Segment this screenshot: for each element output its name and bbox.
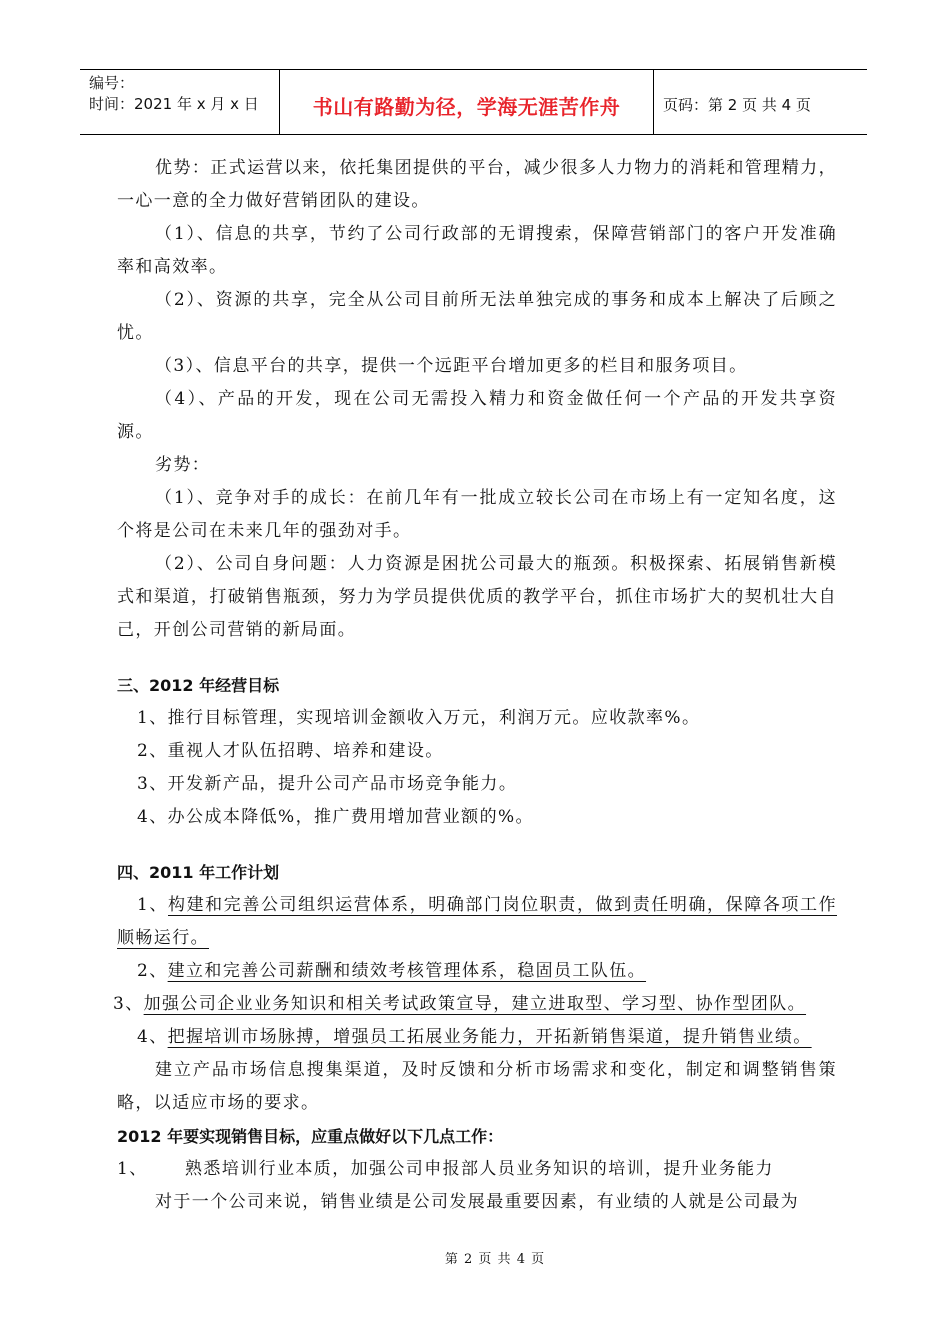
advantage-item-1: （1）、信息的共享，节约了公司行政部的无谓搜索，保障营销部门的客户开发准确率和高效率。 <box>117 224 837 277</box>
item-number: 3、 <box>113 994 144 1014</box>
section-4-item-4 <box>117 1021 837 1054</box>
advantage-item-3: （3）、信息平台的共享，提供一个远距平台增加更多的栏目和服务项目。 <box>155 356 748 376</box>
page-footer <box>0 1248 950 1267</box>
header-page-cell <box>654 70 867 134</box>
item-text: 加强公司企业业务知识和相关考试政策宣导，建立进取型、学习型、协作型团队。 <box>143 994 807 1014</box>
item-text: 建立和完善公司薪酬和绩效考核管理体系，稳固员工队伍。 <box>167 961 647 981</box>
section-3-item-4: 4、办公成本降低%，推广费用增加营业额的%。 <box>137 807 534 827</box>
disadvantage-item-2: （2）、公司自身问题：人力资源是困扰公司最大的瓶颈。积极探索、拓展销售新模式和渠道，打破销售瓶颈，努力为学员提供优质的教学平台，抓住市场扩大的契机壮大自己，开创公司营销的新局面。 <box>117 554 837 640</box>
code-label: 编号： <box>89 74 135 92</box>
advantage-intro: 优势：正式运营以来，依托集团提供的平台，减少很多人力物力的消耗和管理精力，一心一意的全力做好营销团队的建设。 <box>117 158 837 211</box>
item-text: 构建和完善公司组织运营体系，明确部门岗位职责，做到责任明确，保障各项工作顺畅运行。 <box>117 895 837 948</box>
advantage-item-4: （4）、产品的开发，现在公司无需投入精力和资金做任何一个产品的开发共享资源。 <box>117 389 837 442</box>
motto: 书山有路勤为径，学海无涯苦作舟 <box>312 94 621 119</box>
spacer <box>117 647 837 669</box>
page-info: 页码：第 2 页 共 4 页 <box>663 95 811 114</box>
goal-title: 2012 年要实现销售目标，应重点做好以下几点工作： <box>117 1127 504 1146</box>
section-4-item-1 <box>117 889 837 955</box>
date-label: 时间：2021 年 x 月 x 日 <box>89 95 259 113</box>
disadvantage-item-1: （1）、竞争对手的成长：在前几年有一批成立较长公司在市场上有一定知名度，这个将是公司在未来几年的强劲对手。 <box>117 488 837 541</box>
disadvantage-intro: 劣势： <box>155 455 211 475</box>
spacer <box>117 834 837 856</box>
header-meta-cell <box>80 70 280 134</box>
section-4-tail: 建立产品市场信息搜集渠道，及时反馈和分析市场需求和变化，制定和调整销售策略，以适应市场的要求。 <box>117 1060 837 1113</box>
goal-item-1 <box>117 1153 837 1186</box>
section-4-title: 四、2011 年工作计划 <box>117 863 280 882</box>
section-4-item-2 <box>117 955 837 988</box>
item-number: 1、 <box>117 1159 148 1179</box>
document-header <box>80 69 867 135</box>
advantage-item-2: （2）、资源的共享，完全从公司目前所无法单独完成的事务和成本上解决了后顾之忧。 <box>117 290 837 343</box>
section-3-item-1: 1、推行目标管理，实现培训金额收入万元，利润万元。应收款率%。 <box>137 708 701 728</box>
item-number: 2、 <box>137 961 168 981</box>
goal-item-1-tail: 对于一个公司来说，销售业绩是公司发展最重要因素，有业绩的人就是公司最为 <box>155 1192 799 1212</box>
item-text: 把握培训市场脉搏，增强员工拓展业务能力，开拓新销售渠道，提升销售业绩。 <box>167 1027 812 1047</box>
item-number: 1、 <box>137 895 168 915</box>
item-text: 熟悉培训行业本质，加强公司申报部人员业务知识的培训，提升业务能力 <box>185 1159 774 1179</box>
item-number: 4、 <box>137 1027 168 1047</box>
footer-page-number: 第 2 页 共 4 页 <box>444 1252 546 1267</box>
section-3-title: 三、2012 年经营目标 <box>117 676 280 695</box>
section-4-item-3 <box>113 988 837 1021</box>
document-body <box>113 152 837 1219</box>
section-3-item-2: 2、重视人才队伍招聘、培养和建设。 <box>137 741 444 761</box>
section-3-item-3: 3、开发新产品，提升公司产品市场竞争能力。 <box>137 774 518 794</box>
header-motto-cell <box>280 70 654 134</box>
